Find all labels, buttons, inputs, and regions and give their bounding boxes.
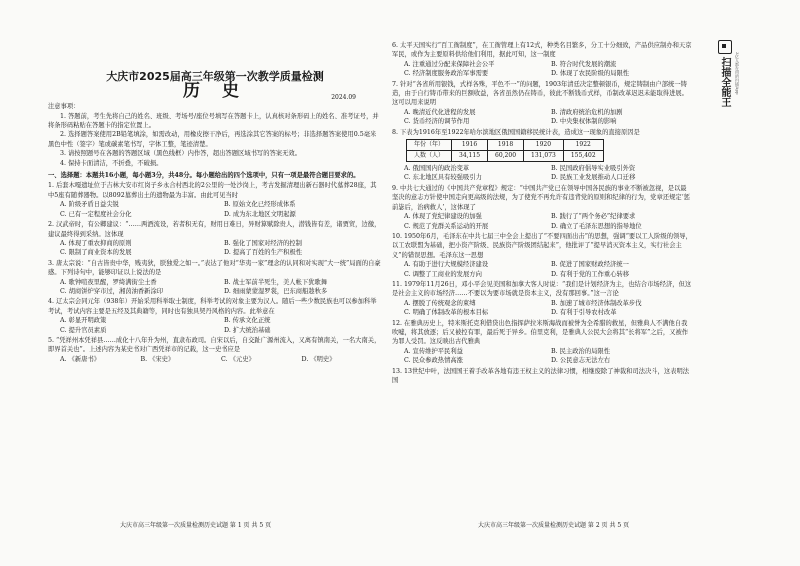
q8-options: [392, 164, 692, 183]
scanner-watermark: [710, 40, 740, 130]
subject-title: 历 史: [183, 81, 247, 102]
table-cell: 60,200: [488, 151, 524, 162]
question-option: C. 调整了工商业的发展方向: [404, 270, 482, 278]
camscanner-logo-icon: [718, 40, 732, 54]
question-option: D. 细雨蒙蒙湿罗裳，巴东商船趁秋多: [224, 287, 328, 295]
question-option: C. 民众参政热情高涨: [404, 357, 463, 365]
question-option: B. 战士军前半死生，美人帐下犹歌舞: [224, 278, 328, 286]
notice-list: [48, 112, 382, 168]
footer-page-2: 大庆市高三年级第一次质量检测历史试题 第 2 页 共 5 页: [478, 522, 630, 529]
question-option: B. 促进了国家财政经济统一: [551, 261, 629, 269]
table-cell: 34,115: [452, 151, 488, 162]
question-option: D. 有利于引导农村改革: [551, 309, 617, 317]
question-options: [392, 212, 692, 231]
question-option: A. 彰显开明政策: [60, 317, 107, 325]
notice-item: 1. 答题前，考生先将自己的姓名、班级、考场号/座位号填写在答题卡上，认真核对条形码上的姓名、准考证号，并将条形码粘贴在答题卡的指定位置上。: [48, 112, 379, 130]
q13-stem: 13. 13世纪中叶，法国国王着手改革各地有违王权主义的法律习惯，相继废除了神裁和司法决斗，这表明法国: [392, 367, 690, 384]
question-option: B. 原始文化已经形成体系: [224, 201, 296, 209]
footer-page-1: 大庆市高三年级第一次质量检测历史试题 第 1 页 共 5 页: [120, 522, 272, 529]
right-page: [392, 40, 692, 385]
question-option: D. 提高了百姓的生产积极性: [224, 249, 303, 257]
question-stem: 12. 在雅典历史上，特米斯托克利借贷出色指挥萨拉米斯海战而被誉为全希腊的救星，但雅典人不满他自我吹嘘，将其放逐；后又被控有罪，最后死于异乡。伯里克利，是雅典人公民大会将其“长将军”之后，又被作为罪人受罚。这反映出古代雅典: [392, 319, 689, 346]
question-stem: 9. 中共七大通过的《中国共产党章程》规定：“中国共产党已在领导中国各民族的事业不断被忽视，是以最坚决的意志方针使中国走向更高级的法规，为了使党不再允许有违背党的原则和纪律的行为，党章还规定‘惩前毖后，治病救人’，这体现了: [392, 184, 690, 211]
question-options: [392, 299, 692, 318]
question-option: D. 《明史》: [301, 355, 336, 363]
notice-item: 4. 保持卡面清洁，不折叠，不破损。: [60, 159, 163, 167]
question-option: D. 体现了农民阶级的局限性: [551, 70, 630, 78]
right-question-list-1: [392, 41, 692, 127]
question-option: C. 《元史》: [221, 355, 255, 363]
scanner-tagline: 3亿人都在用的扫描App: [735, 52, 740, 95]
question-option: B. 传承文化正统: [224, 317, 271, 325]
question-options: [48, 200, 382, 219]
question-options: [392, 260, 692, 279]
table-header-cell: 1918: [488, 140, 524, 151]
right-question-list-2: [392, 184, 692, 366]
question-option: C. 经济制度服务政治军事需要: [404, 70, 489, 78]
table-header-cell: 1916: [452, 140, 488, 151]
question-options: [48, 278, 382, 297]
question-option: C. 货币经济的调节作用: [404, 118, 470, 126]
question-stem: 6. 太平天国实行“百工衙制度”，在工衙管理上有12式，种类名目繁多，分工十分细致，产品供应制办和天京军民，或作为主要原料供给他们利用，据此可知，这一制度: [392, 42, 692, 59]
table-header-row: [407, 140, 604, 151]
question-stem: 4. 辽太宗会同元年（938年）开始采用科举取士制度，科举考试的对象主要为汉人。随后一些少数民族也可以参加科举考试，考试内容主要是五经及其典籍等，同时也有独具契丹风格的内容。此举意在: [48, 298, 377, 315]
exam-title: 大庆市2025届高三年级第一次教学质量检测: [106, 70, 324, 83]
question-option: D. 扩大统治基础: [224, 326, 271, 334]
question-option: D. 民族工业发展推动人口迁移: [551, 174, 636, 182]
notice-item: 3. 请按照题号在各题的答题区域（黑色线框）内作答，超出答题区域书写的答案无效。: [60, 150, 301, 158]
table-row: [407, 151, 604, 162]
question-option: A. 阶级矛盾日益尖锐: [60, 201, 119, 209]
question-option: C. 东北地区具有较强吸引力: [404, 174, 482, 182]
question-option: A. 注重通过分配来保障社会公平: [404, 60, 495, 68]
question-option: D. 确立了毛泽东思想的指导地位: [551, 222, 642, 230]
question-stem: 1. 后套木嘎遗址位于吉林大安市红岗子乡永合村西北的2公里的一处沙岗上，考古发掘清理出新石器时代墓葬28座，其中5座有随葬器物。以8092墓葬出土的遗物最为丰富。由此可见当时: [48, 182, 377, 199]
question-option: D. 有利于党的工作重心转移: [551, 270, 630, 278]
question-option: B. 强化了国家对经济的控制: [224, 239, 302, 247]
table-cell: 人数（人）: [407, 151, 452, 162]
question-options: [392, 108, 692, 127]
question-option: C. 已有一定程度社会分化: [60, 210, 132, 218]
question-options: [48, 355, 382, 364]
question-options: [48, 239, 382, 258]
question-option: B. 《宋史》: [140, 355, 175, 363]
question-option: B. 清政府统治危机的加剧: [551, 108, 623, 116]
question-option: D. 公民意志无法左右: [551, 357, 611, 365]
migration-table: [406, 139, 604, 162]
notice-item: 2. 选择题答案使用2B铅笔填涂，如需改动，用橡皮擦干净后，再选涂其它答案的标号；非选择题答案使用0.5毫米黑色中性（签字）笔或碳素笔书写，字体工整，笔迹清楚。: [48, 131, 377, 148]
table-header-cell: 1920: [524, 140, 564, 151]
section-one-heading: 一、选择题：本题共16小题，每小题3分，共48分。每小题给出的四个选项中，只有一项是最符合题目要求的。: [48, 172, 360, 180]
question-option: B. 民国政府倡导实业吸引外资: [551, 165, 636, 173]
question-option: A. 歌钟喧夜里醒，罗绮满街尘土香: [60, 278, 157, 286]
table-cell: 131,073: [524, 151, 564, 162]
question-option: A. 晚清近代化进程的发展: [404, 108, 476, 116]
exam-date: 2024.09: [331, 93, 356, 101]
scanner-brand: 扫描全能王: [719, 57, 730, 107]
question-option: B. 加速了城市经济体制改革步伐: [551, 299, 642, 307]
question-options: [48, 316, 382, 335]
question-stem: 3. 唐太宗说：“自古皆贵中华，贱夷狄，朕独爱之如一。”表达了他对“华夷一家”理念的认同和对实现“大一统”局面的自豪感。下列诗句中，能够印证以上说法的是: [48, 259, 381, 277]
q8-stem: 8. 下表为1916年至1922年哈尔滨地区俄国国籍移民统计表，造成这一现象的直接原因是: [392, 128, 640, 136]
left-question-list: [48, 181, 382, 364]
question-option: C. 明确了体制改革的根本目标: [404, 309, 489, 317]
question-option: C. 提升官员素质: [60, 326, 107, 334]
notice-heading: 注意事项：: [48, 103, 80, 111]
question-option: A. 宣传维护平民利益: [404, 347, 463, 355]
left-page: [48, 40, 382, 364]
question-stem: 7. 针对“各省所用银钱，式样各殊，平色不一”的问题，1903年清廷决定整顿银币，规定铸制由户部统一铸造，由于自行铸币带来的巨额收益，各省虽然仍在铸币，彼此不断钱币式样，币制改革迟迟未能取得进展。这可以用来说明: [392, 80, 688, 107]
question-option: A. 俄国国内的政治变革: [404, 165, 470, 173]
question-stem: 10. 1950年6月，毛泽东在中共七届三中全会上提出了“不要四面出击”的思想，强调“要以工人阶级的领导，以工农联盟为基础，把小资产阶级、民族资产阶级团结起来”，他批评了“提早消灭资本主义，实行社会主义”的错误思想。毛泽东这一思想: [392, 232, 692, 259]
question-options: [392, 347, 692, 366]
question-option: C. 限制了商业资本的发展: [60, 249, 132, 257]
table-cell: 155,402: [563, 151, 603, 162]
question-option: A. 体现了党纪律建设的加强: [404, 213, 482, 221]
question-stem: 11. 1979年11月26日，邓小平会见美国和加拿大客人时说：“我们是计划经济为主，也结合市场经济，但这是社会主义的市场经济……不要以为要市场就是资本主义，没有那回事。”这一言论: [392, 280, 692, 298]
question-option: D. 中央集权体制的影响: [551, 118, 617, 126]
question-option: B. 符合时代发展的潮流: [551, 60, 617, 68]
table-header-cell: 年份（年）: [407, 140, 452, 151]
question-option: D. 成为东北地区文明起源: [224, 210, 296, 218]
table-header-cell: 1922: [563, 140, 603, 151]
question-option: C. 胡商饼炉穿市过，湘茵油香新涂印: [60, 287, 164, 295]
question-option: A. 体现了重农抑商的原则: [60, 239, 132, 247]
question-option: A. 有助于进行大规模经济建设: [404, 261, 489, 269]
question-option: A. 《新唐书》: [60, 355, 101, 363]
question-stem: 2. 汉武帝时，有公卿建议：“……两酒流设，若者积无有，财用日难日，异财算赋除贵人，潜钱皆有差，诸贾贸，边徼，建议最终得到采纳。这体现: [48, 221, 381, 238]
question-option: B. 践行了“两个务必”纪律要求: [551, 213, 636, 221]
question-option: B. 民主政治的局限性: [551, 347, 611, 355]
question-stem: 5. “凭祥州本凭祥县……成化十八年升为州，直隶布政司。自宋以后，自交趾广源州流入，又离有镇南关，一名大南关，即界首关也”。上述内容为某史书对广西凭祥市的记载，这一史书应是: [48, 336, 381, 354]
question-options: [392, 60, 692, 79]
question-option: C. 规范了党群关系运动的开展: [404, 222, 489, 230]
question-option: A. 摆脱了传统观念的束缚: [404, 299, 476, 307]
